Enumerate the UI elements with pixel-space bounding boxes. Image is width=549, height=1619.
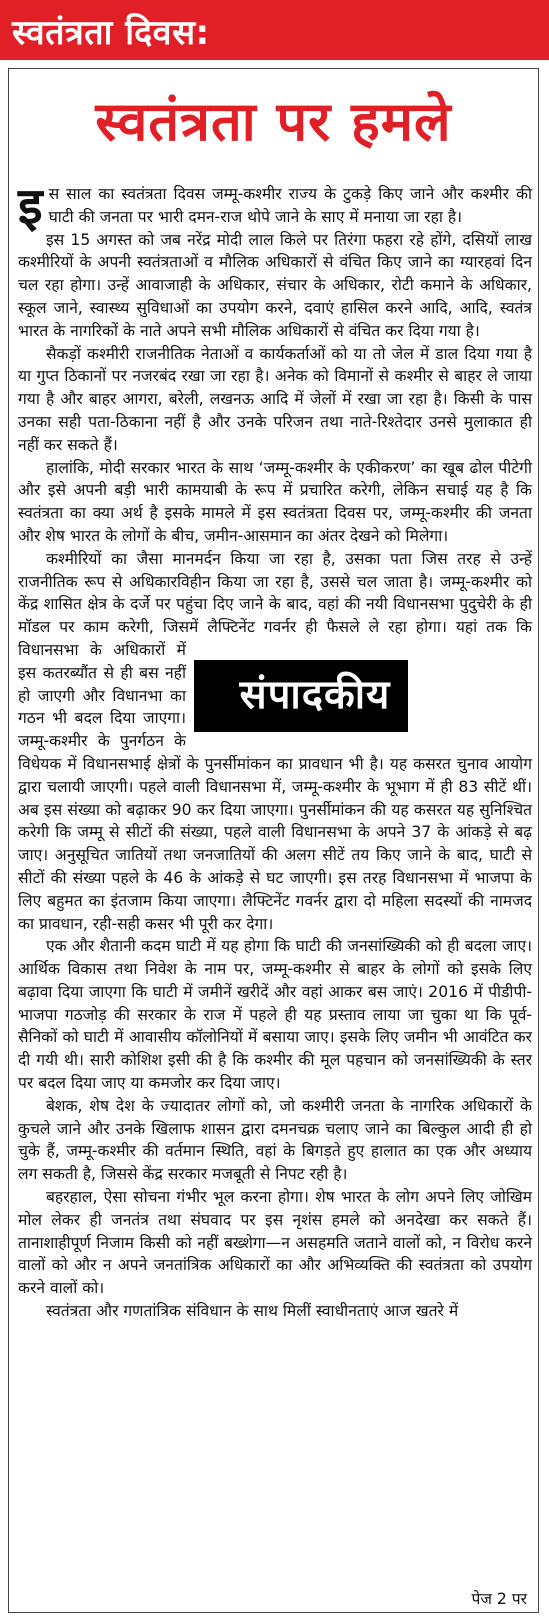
paragraph-3: सैकड़ों कश्मीरी राजनीतिक नेताओं व कार्यकर्ताओं को या तो जेल में डाल दिया गया है या गुप्त ठिकानों पर नजरबंद रखा जा रहा है। अनेक को विमानों से कश्मीर से बाहर ले जाया गया है और बाहर आगरा, बरेली, लखनऊ आदि में जेलों में रखा जा रहा है। किसी के पास उनका सही पता-ठिकाना नहीं है और उनके परिजन तथा नाते-रिश्तेदार उनसे मुलाकात ही नहीं कर सकते हैं। <box>18 344 532 454</box>
drop-cap: इ <box>18 177 43 235</box>
continued-on-page[interactable]: पेज 2 पर <box>471 1590 527 1608</box>
editorial-label: संपादकीय <box>239 672 391 719</box>
paragraph-9: स्वतंत्रता और गणतांत्रिक संविधान के साथ मिलीं स्वाधीनताएं आज खतरे में <box>46 1302 459 1321</box>
editorial-label-box <box>194 660 408 732</box>
section-banner <box>0 0 549 60</box>
paragraph-8: बहरहाल, ऐसा सोचना गंभीर भूल करना होगा। शेष भारत के लोग अपने लिए जोखिम मोल लेकर ही जनतंत्र तथा संघवाद पर इस नृशंस हमले को अनदेखा कर सकते हैं। तानाशाहीपूर्ण निजाम किसी को नहीं बख्शेगा—न असहमति जताने वालों को, न विरोध करने वालों को और न अपने जनतांत्रिक अधिकारों का और अभिव्यक्ति की स्वतंत्रता को उपयोग करने वालों को। <box>18 1188 532 1298</box>
article-headline: स्वतंत्रता पर हमले <box>95 90 452 153</box>
paragraph-7: बेशक, शेष देश के ज्यादातर लोगों को, जो कश्मीरी जनता के नागरिक अधिकारों के कुचले जाने और उनके खिलाफ शासन द्वारा दमनचक्र चलाए जाने का बिल्कुल आदी ही हो चुके हैं, जम्मू-कश्मीर की वर्तमान स्थिति, वहां के बिगड़ते हुए हालात का एक और अध्याय लग सकती है, जिससे केंद्र सरकार मजबूती से निपट रही है। <box>18 1096 532 1184</box>
article-body <box>18 177 532 1323</box>
paragraph-6: एक और शैतानी कदम घाटी में यह होगा कि घाटी की जनसांख्यिकी को ही बदला जाए। आर्थिक विकास तथा निवेश के नाम पर, जम्मू-कश्मीर से बाहर के लोगों को इसके लिए बढ़ावा दिया जाएगा कि घाटी में जमीनें खरीदें और वहां आकर बस जाएं। 2016 में पीडीपी-भाजपा गठजोड़ की सरकार के राज में पहले ही यह प्रस्ताव लाया जा चुका था कि पूर्व-सैनिकों को घाटी में आवासीय कॉलोनियों में बसाया जाए। इसके लिए जमीन भी आवंटित कर दी गयी थी। सारी कोशिश इसी की है कि कश्मीर की मूल पहचान को जनसांख्यिकी के स्तर पर बदल दिया जाए या कमजोर कर दिया जाए। <box>18 937 532 1093</box>
paragraph-1: इस साल का स्वतंत्रता दिवस जम्मू-कश्मीर राज्य के टुकड़े किए जाने और कश्मीर की घाटी की जनता पर भारी दमन-राज थोपे जाने के साए में मनाया जा रहा है। <box>18 177 532 235</box>
section-title: स्वतंत्रता दिवस: <box>12 13 210 53</box>
paragraph-4: हालांकि, मोदी सरकार भारत के साथ ‘जम्मू-कश्मीर के एकीकरण’ का खूब ढोल पीटेगी और इसे अपनी बड़ी भारी कामयाबी के रूप में प्रचारित करेगी, लेकिन सचाई यह है कि स्वतंत्रता का क्या अर्थ है इसके मामले में इस स्वतंत्रता दिवस पर, जम्मू-कश्मीर की जनता और शेष भारत के लोगों के बीच, जमीन-आसमान का अंतर देखने को मिलेगा। <box>18 458 532 545</box>
paragraph-5: संपादकीय कश्मीरियों का जैसा मानमर्दन किया जा रहा है, उसका पता जिस तरह से उन्हें राजनीतिक रूप से अधिकारविहीन किया जा रहा है, उससे चल जाता है। जम्मू-कश्मीर को केंद्र शासित क्षेत्र के दर्जे पर पहुंचा दिए जाने के बाद, वहां की नयी विधानसभा पुदुचेरी के ही मॉडल पर काम करेगी, जिसमें लैफ्टिनेंट गवर्नर ही फैसले ले रहा होगा। यहां तक कि विधानसभा के अधिकारों में इस कतरब्यौंत से ही बस नहीं हो जाएगी और विधानभा का गठन भी बदल दिया जाएगा। जम्मू-कश्मीर के पुनर्गठन के विधेयक में विधानसभाई क्षेत्रों के पुनर्सीमांकन का प्रावधान भी है। यह कसरत चुनाव आयोग द्वारा चलायी जाएगी। पहले वाली विधानसभा में, जम्मू-कश्मीर के भूभाग में ही 83 सीटें थीं। अब इस संख्या को बढ़ाकर 90 कर दिया जाएगा। पुनर्सीमांकन की यह कसरत यह सुनिश्चित करेगी कि जम्मू से सीटों की संख्या, पहले वाली विधानसभा के अपने 37 के आंकड़े से बढ़ जाए। अनुसूचित जातियों तथा जनजातियों की अलग सीटें तय किए जाने के बाद, घाटी से सीटों की संख्या पहले के 46 के आंकड़े से घट जाएगी। इस तरह विधानसभा में भाजपा के लिए बहुमत का इंतजाम किया जाएगा। लैफ्टिनेंट गवर्नर द्वारा दो महिला सदस्यों की नामजद का प्रावधान, रही-सही कसर भी पूरी कर देगा। <box>18 549 532 933</box>
paragraph-2: इस 15 अगस्त को जब नरेंद्र मोदी लाल किले पर तिरंगा फहरा रहे होंगे, दसियों लाख कश्मीरियों के अपनी स्वतंत्रताओं व मौलिक अधिकारों से वंचित किए जाने का ग्यारहवां दिन चल रहा होगा। उन्हें आवाजाही के अधिकार, संचार के अधिकार, रोटी कमाने के अधिकार, स्कूल जाने, स्वास्थ्य सुविधाओं का उपयोग करने, दवाएं हासिल करने आदि, आदि, स्वतंत्र भारत के नागरिकों के नाते अपने सभी मौलिक अधिकारों से वंचित कर दिया गया है। <box>18 230 532 340</box>
